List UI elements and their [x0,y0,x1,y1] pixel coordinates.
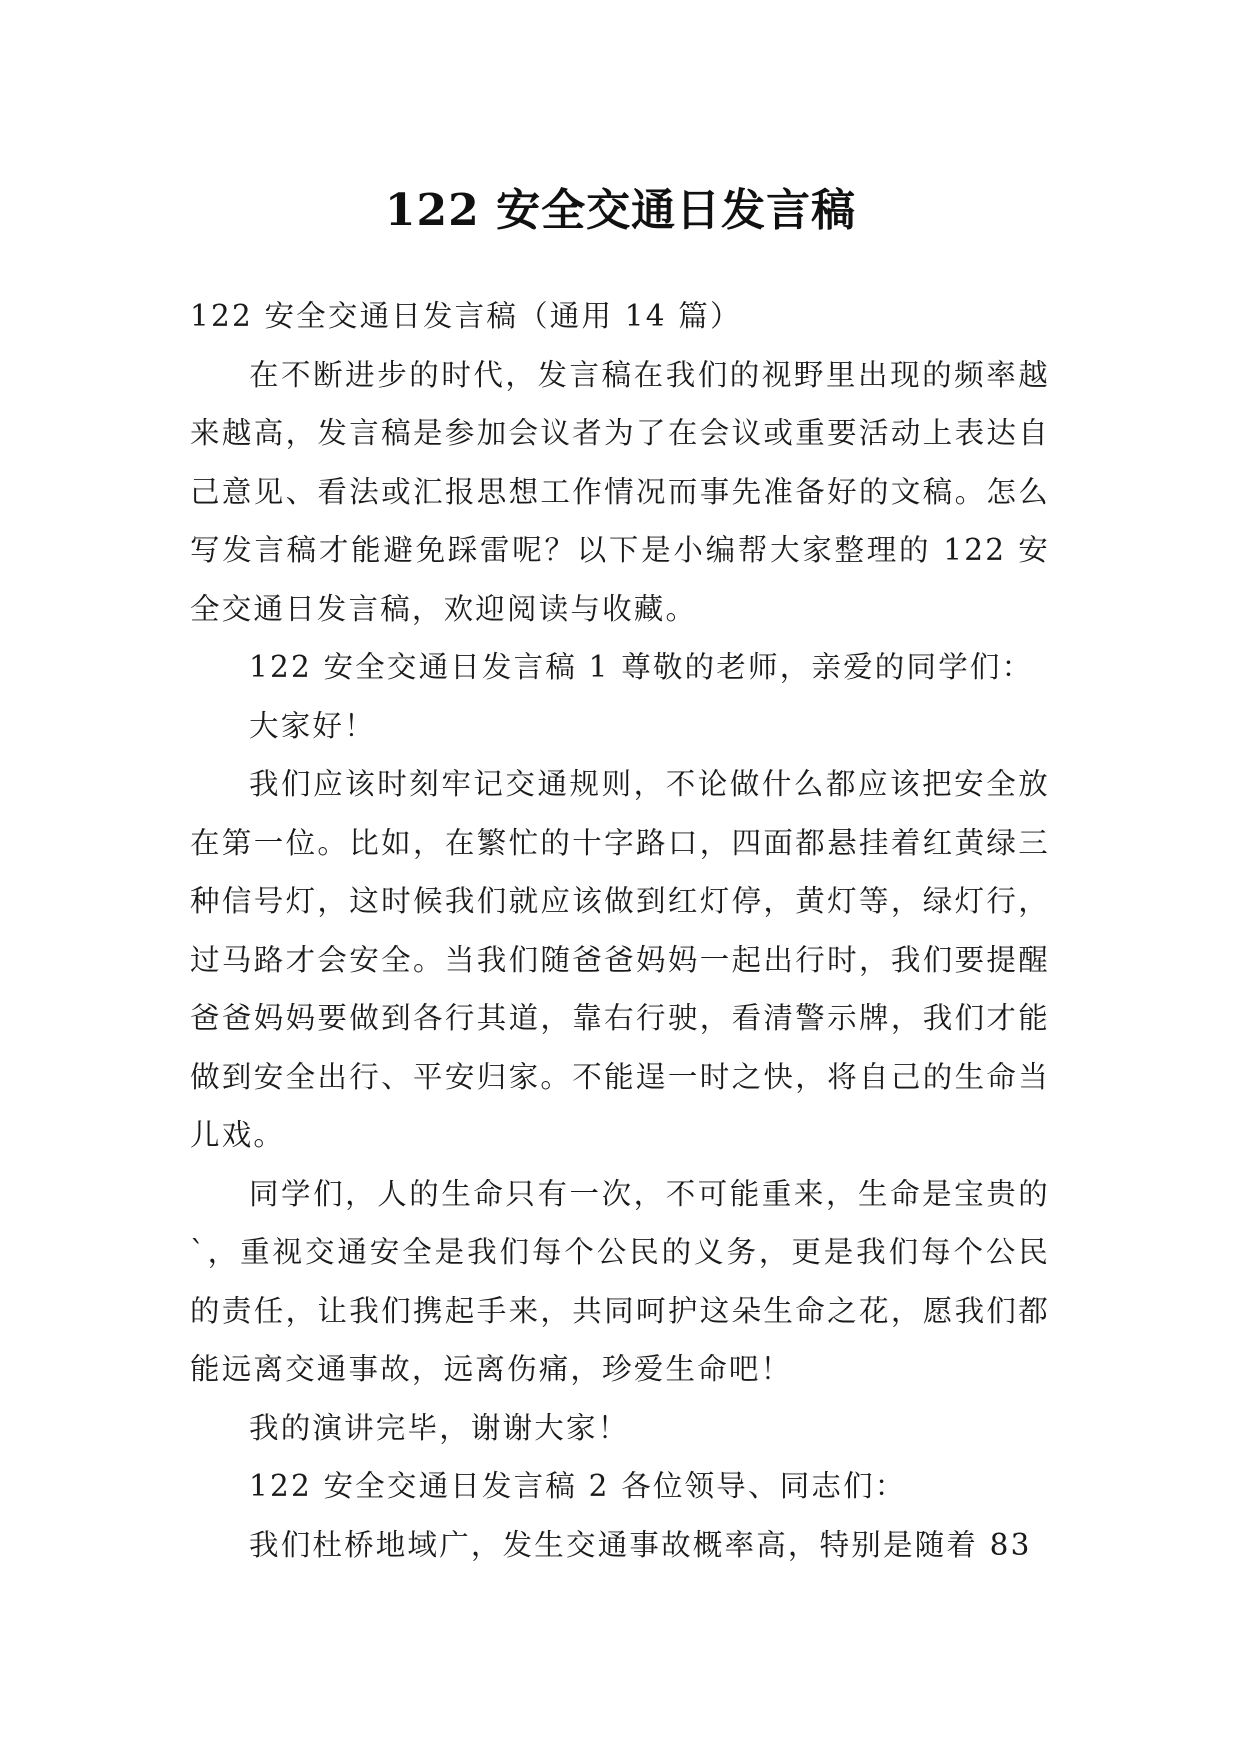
paragraph-traffic-rules: 我们应该时刻牢记交通规则，不论做什么都应该把安全放在第一位。比如，在繁忙的十字路口，四面都悬挂着红黄绿三种信号灯，这时候我们就应该做到红灯停，黄灯等，绿灯行，过马路才会安全。当我们随爸爸妈妈一起出行时，我们要提醒爸爸妈妈要做到各行其道，靠右行驶，看清警示牌，我们才能做到安全出行、平安归家。不能逞一时之快，将自己的生命当儿戏。 [190,767,1050,1152]
paragraph-closing: 我的演讲完毕，谢谢大家！ [249,1410,630,1445]
paragraph-speech2-head: 122 安全交通日发言稿 2 各位领导、同志们： [249,1469,907,1503]
paragraph-greeting: 大家好！ [249,708,376,743]
paragraph-life-precious: 同学们，人的生命只有一次，不可能重来，生命是宝贵的`，重视交通安全是我们每个公民的义务，更是我们每个公民的责任，让我们携起手来，共同呵护这朵生命之花，愿我们都能远离交通事故，远离伤痛，珍爱生命吧！ [190,1176,1050,1386]
document-title: 122 安全交通日发言稿 [384,185,857,237]
paragraph-subtitle: 122 安全交通日发言稿（通用 14 篇） [190,299,742,333]
paragraph-duqiao: 我们杜桥地域广，发生交通事故概率高，特别是随着 83 [249,1527,1032,1562]
paragraph-speech1-head: 122 安全交通日发言稿 1 尊敬的老师，亲爱的同学们： [249,650,1034,684]
paragraph-intro: 在不断进步的时代，发言稿在我们的视野里出现的频率越来越高，发言稿是参加会议者为了在会议或重要活动上表达自己意见、看法或汇报思想工作情况而事先准备好的文稿。怎么写发言稿才能避免踩雷呢？以下是小编帮大家整理的 122 安全交通日发言稿，欢迎阅读与收藏。 [190,357,1050,626]
document-body [190,287,1050,1574]
